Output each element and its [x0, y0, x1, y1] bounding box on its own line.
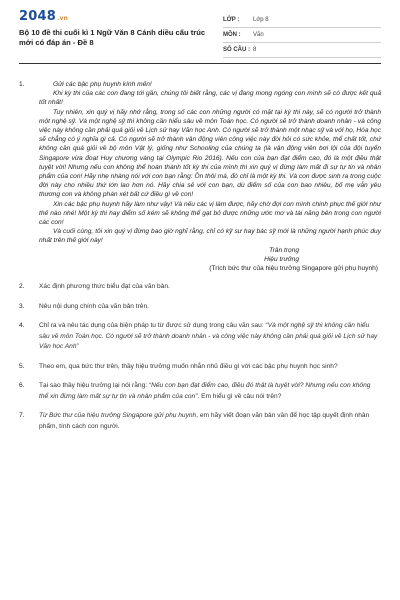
question-text-part: , em hãy viết đoạn văn bản văn để học tập quyết định nhân phẩm, tính cách con người. [39, 412, 370, 430]
question-item [19, 321, 381, 353]
info-row-class [223, 13, 381, 28]
question-text: Nêu nội dung chính của văn bản trên. [39, 302, 149, 310]
question-item [19, 411, 381, 432]
question-quote: “Nếu con bạn đạt điểm cao, điều đó thật là tuyệt vời? Nhưng nếu con không thể xin đừng làm mất sự tự tin và nhân phẩm của con” [39, 382, 371, 400]
passage-credit: (Trích bức thư của hiệu trưởng Singapore gửi phụ huynh) [209, 265, 378, 273]
passage-paragraph: Và cuối cùng, tôi xin quý vị đừng bao giờ nghĩ rằng, chỉ có kỹ sư hay bác sỹ mới là những người hạnh phúc duy nhất trên thế giới này! [39, 228, 381, 245]
question-text-part: . Em hiểu gì về câu nói trên? [197, 392, 282, 400]
header-divider [19, 63, 381, 64]
info-value: Lớp 8 [253, 17, 269, 23]
question-text-part: Tại sao thầy hiệu trưởng lại nói rằng: [39, 382, 149, 390]
question-list [19, 80, 381, 432]
info-row-subject [223, 28, 381, 43]
item-number: 7. [19, 412, 25, 420]
signature-line: Hiệu trưởng [264, 255, 299, 263]
question-quote: Từ Bức thư của hiệu trưởng Singapore gửi phụ huynh [39, 412, 197, 420]
site-logo[interactable] [19, 9, 68, 24]
question-text [39, 381, 381, 402]
passage-paragraph: Tuy nhiên, xin quý vị hãy nhớ rằng, trong số các con những người có mặt tại kỳ thi này, sẽ có người trở thành một nghệ sỹ. Và một nghệ sỹ thì không cần hiểu sâu về môn Toán học. Có người sẽ trở thành doanh nhân - và công việc này không cần phải quá giỏi về Lịch sử hay Văn học Anh. Có người sẽ trở thành một nhạc sỹ và với họ, Hóa học sẽ chẳng có ý nghĩa gì cả. Có người sẽ trở thành vận động viên công việc này đòi hỏi có sức khỏe, thể chất tốt, chứ không cần quá giỏi về bộ môn Vật lý, giống như Schooling của chúng ta (là vận động viên bơi lội của đội tuyển Singapore vừa đoạt Huy chương vàng tại Olympic Rio 2016). Nếu con của bạn đạt điểm cao, đó là một điều thật tuyệt vời! Nhưng nếu con không thể hoàn thành tốt kỳ thi của mình thì xin quý vị đừng làm mất đi sự tự tin và nhân phẩm của con! Hãy nhẹ nhàng nói với con bạn rằng: Ồn thôi mà, đó chỉ là một kỳ thi. Và con được sinh ra trong cuộc đời này cho nhiều thứ lớn lao hơn nó. Hãy chia sẻ với con bạn, dù điểm số của con bao nhiêu, bố mẹ vẫn yêu thương con và không phán xét bất cứ điều gì về con! [39, 108, 381, 199]
question-item [19, 302, 381, 313]
question-item [19, 282, 381, 293]
item-number: 1. [19, 81, 25, 88]
info-label: MÔN : [223, 32, 241, 38]
question-text-part: Chỉ ra và nêu tác dụng của biện pháp tu từ được sử dụng trong câu văn sau: “ [39, 322, 268, 330]
info-value: Văn [253, 32, 264, 38]
page-header [0, 0, 400, 62]
question-item [19, 381, 381, 402]
item-number: 2. [19, 283, 25, 291]
item-number: 6. [19, 382, 25, 390]
logo-text: 2048 [19, 9, 56, 24]
question-text: Xác định phương thức biểu đạt của văn bản. [39, 283, 170, 291]
passage-paragraph: Gửi các bậc phụ huynh kính mến! [53, 81, 152, 88]
question-text: Theo em, qua bức thư trên, thầy hiệu trưởng muốn nhắn nhủ điều gì với các bậc phụ huynh học sinh? [39, 362, 338, 370]
passage-paragraph: Khi kỳ thi của các con đang tới gần, chúng tôi biết rằng, các vị đang mong ngóng con mình sẽ có được kết quả tốt nhất! [39, 90, 381, 107]
question-quote: Và một nghệ sỹ thì không cần hiểu sâu về môn Toán học. Có người sẽ trở thành doanh nhân - và công việc này không cần phải quá giỏi về Lịch sử hay Văn học Anh [39, 322, 378, 351]
item-number: 5. [19, 362, 25, 370]
passage-paragraph: Xin các bậc phụ huynh hãy làm như vậy! Và nếu các vị làm được, hãy chờ đợi con mình chinh phục thế giới như thế nào nhé! Một kỳ thi hay điểm số kém sẽ không thể gạt bỏ được những ước mơ và tài năng bên trong con người các con! [39, 200, 381, 227]
question-text [39, 411, 381, 432]
info-label: LỚP : [223, 17, 240, 23]
info-label: SỐ CÂU : [223, 47, 250, 53]
document-title: Bộ 10 đề thi cuối kì 1 Ngữ Văn 8 Cánh diều cấu trúc mới có đáp án - Đề 8 [19, 28, 206, 47]
reading-passage [39, 80, 381, 273]
question-text-part: ” [76, 343, 79, 351]
info-row-count [223, 43, 381, 58]
passage-item [19, 80, 381, 273]
item-number: 4. [19, 322, 25, 330]
info-value: 8 [253, 47, 257, 53]
logo-suffix: .vn [56, 15, 69, 22]
question-text [39, 321, 381, 353]
item-number: 3. [19, 302, 25, 310]
info-panel [223, 13, 381, 58]
signature-line: Trân trọng [269, 246, 299, 254]
question-item [19, 362, 381, 373]
